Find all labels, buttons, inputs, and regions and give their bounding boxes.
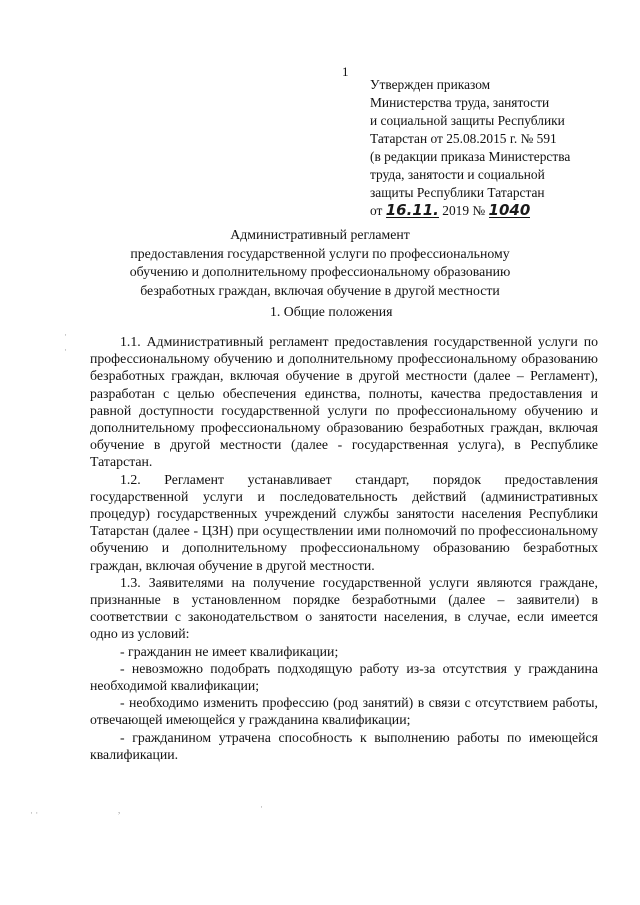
approval-line: и социальной защиты Республики	[370, 113, 565, 128]
condition-item: - гражданином утрачена способность к выполнению работы по имеющейся квалификации.	[90, 729, 598, 762]
approval-date-line	[370, 202, 630, 220]
scan-artifact: ·	[64, 330, 67, 340]
title-line: Административный регламент	[230, 227, 410, 242]
scan-artifact: ·	[64, 345, 67, 355]
scan-artifact: ·	[260, 802, 263, 812]
page-number: 1	[342, 64, 349, 79]
title-line: обучению и дополнительному профессиональному образованию	[129, 264, 511, 279]
approval-line: Министерства труда, занятости	[370, 95, 550, 110]
paragraph-1-3: 1.3. Заявителями на получение государственной услуги являются граждане, признанные в установленном порядке безработными (далее – заявители) в соответствии с законодательством о занятости населения, в случае, если имеется одно из условий:	[90, 574, 598, 642]
approval-line: Утвержден приказом	[370, 77, 491, 92]
document-body	[90, 333, 598, 763]
scan-artifact: · ·	[30, 808, 39, 818]
scan-artifact: ,	[118, 805, 121, 815]
document-title	[120, 226, 520, 300]
paragraph-1-1: 1.1. Административный регламент предоставления государственной услуги по профессиональному обучению и дополнительному профессиональному образованию безработных граждан, включая обучение в другой местности (далее – Регламент), разработан с целью обеспечения единства, полноты, качества предоставления и равной доступности государственной услуги по профессиональному обучению и дополнительному профессиональному образованию безработных граждан, включая обучение в другой местности (далее - государственная услуга), в Республике Татарстан.	[90, 334, 598, 470]
year-text: 2019 №	[442, 203, 486, 218]
approval-line: Татарстан от 25.08.2015 г. № 591	[370, 131, 557, 146]
condition-item: - гражданин не имеет квалификации;	[120, 643, 339, 659]
handwritten-number: 1040	[488, 201, 531, 219]
paragraph-1-2: 1.2. Регламент устанавливает стандарт, порядок предоставления государственной услуги и последовательность действий (административных процедур) государственных учреждений службы занятости населения Республики Татарстан (далее - ЦЗН) при осуществлении ими полномочий по профессиональному обучению и дополнительному профессиональному образованию безработных граждан, включая обучение в другой местности.	[90, 471, 598, 573]
approval-line: труда, занятости и социальной	[370, 167, 545, 182]
date-prefix: от	[370, 203, 383, 218]
approval-line: (в редакции приказа Министерства	[370, 149, 571, 164]
title-line: предоставления государственной услуги по профессиональному	[130, 245, 510, 261]
title-line: безработных граждан, включая обучение в другой местности	[140, 282, 500, 298]
approval-block	[370, 76, 630, 220]
condition-item: - невозможно подобрать подходящую работу из-за отсутствия у гражданина необходимой квалификации;	[90, 660, 598, 694]
section-heading: 1. Общие положения	[270, 304, 393, 319]
approval-line: защиты Республики Татарстан	[370, 185, 545, 200]
condition-item: - необходимо изменить профессию (род занятий) в связи с отсутствием работы, отвечающей имеющейся у гражданина квалификации;	[90, 695, 598, 728]
handwritten-date: 16.11.	[385, 201, 439, 219]
